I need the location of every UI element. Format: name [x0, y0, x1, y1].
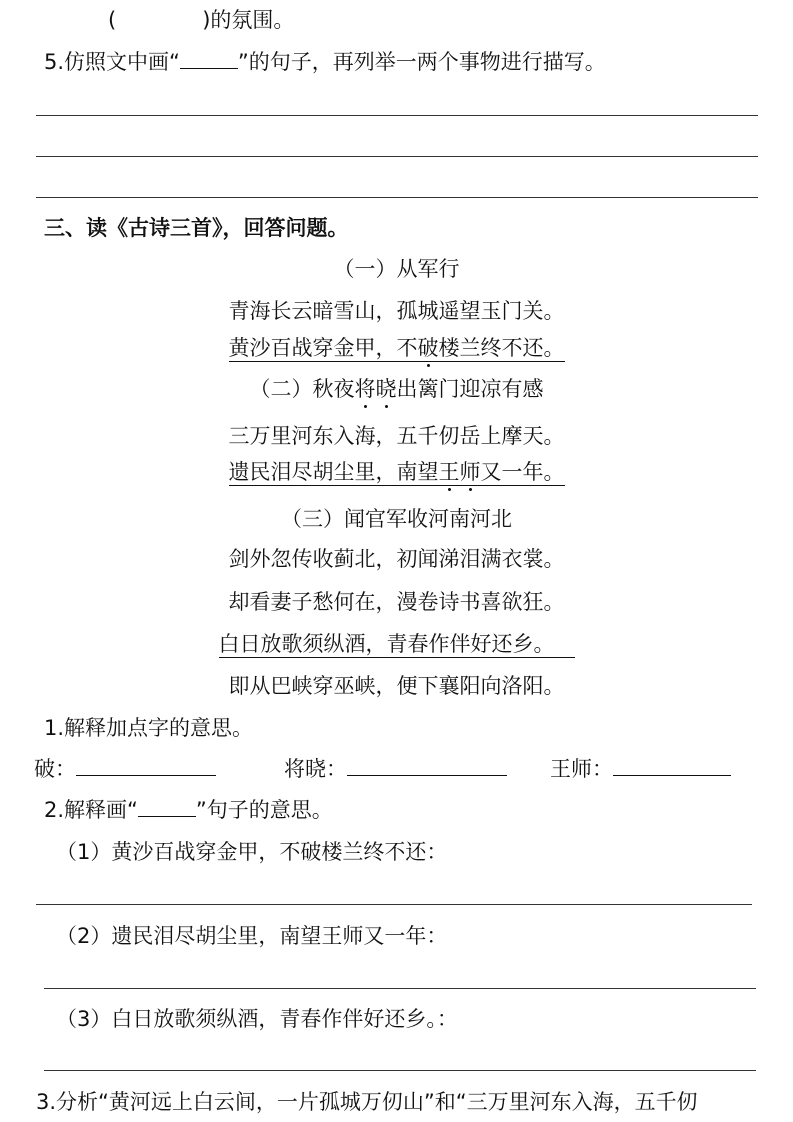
poem2-line-underlined: 遗民泪尽胡尘里，南望王师又一年。	[228, 460, 565, 484]
q1-item-po: 破：	[34, 757, 216, 782]
poem3-line: 即从巴峡穿巫峡，便下襄阳向洛阳。	[228, 674, 565, 698]
paren-open: (	[108, 8, 117, 32]
paren-close-text: )的氛围。	[202, 8, 295, 32]
question-5: 5.仿照文中画“ ”的句子，再列举一两个事物进行描写。	[44, 50, 606, 74]
answer-line[interactable]	[36, 197, 758, 198]
poem1-line-underlined: 黄沙百战穿金甲，不破楼兰终不还。	[228, 336, 565, 360]
q2-sub-1: （1）黄沙百战穿金甲，不破楼兰终不还：	[56, 840, 448, 864]
answer-line[interactable]	[44, 988, 756, 989]
answer-line[interactable]	[36, 115, 758, 116]
dotted-char: 晓	[375, 377, 397, 401]
dotted-char: 师	[459, 460, 481, 484]
poem1-title: （一）从军行	[333, 257, 460, 281]
answer-line[interactable]	[36, 156, 758, 157]
underline-sample	[180, 50, 238, 69]
q2-sub-2: （2）遗民泪尽胡尘里，南望王师又一年：	[56, 924, 448, 948]
dotted-char: 王	[438, 460, 460, 484]
q2-sub-3: （3）白日放歌须纵酒，青春作伴好还乡。：	[56, 1007, 458, 1031]
dotted-char: 将	[354, 377, 376, 401]
dotted-char: 破	[417, 336, 439, 360]
answer-blank[interactable]	[347, 757, 507, 776]
poem3-line: 却看妻子愁何在，漫卷诗书喜欲狂。	[228, 590, 565, 614]
poem2-title: （二）秋夜将晓出篱门迎凉有感	[249, 377, 544, 401]
answer-blank[interactable]	[76, 757, 216, 776]
section-title: 三、读《古诗三首》，回答问题。	[44, 216, 349, 240]
poem2-line: 三万里河东入海，五千仞岳上摩天。	[228, 424, 565, 448]
q1-item-wangshi: 王师：	[550, 757, 731, 782]
underline-sample	[138, 798, 196, 817]
poem1-line: 青海长云暗雪山，孤城遥望玉门关。	[228, 299, 565, 323]
answer-blank[interactable]	[613, 757, 731, 776]
poem3-line-underlined: 白日放歌须纵酒，青春作伴好还乡。	[0, 632, 793, 657]
poem3-title: （三）闻官军收河南河北	[281, 507, 512, 531]
question-3: 3.分析“黄河远上白云间，一片孤城万仞山”和“三万里河东入海，五千仞	[36, 1090, 698, 1114]
question-2: 2.解释画“ ”句子的意思。	[44, 798, 333, 822]
answer-line[interactable]	[36, 904, 752, 905]
top-fragment	[108, 8, 294, 33]
q1-item-jiangxiao: 将晓：	[284, 757, 507, 782]
question-1: 1.解释加点字的意思。	[44, 716, 254, 740]
answer-line[interactable]	[44, 1070, 756, 1071]
poem3-line: 剑外忽传收蓟北，初闻涕泪满衣裳。	[228, 547, 565, 571]
